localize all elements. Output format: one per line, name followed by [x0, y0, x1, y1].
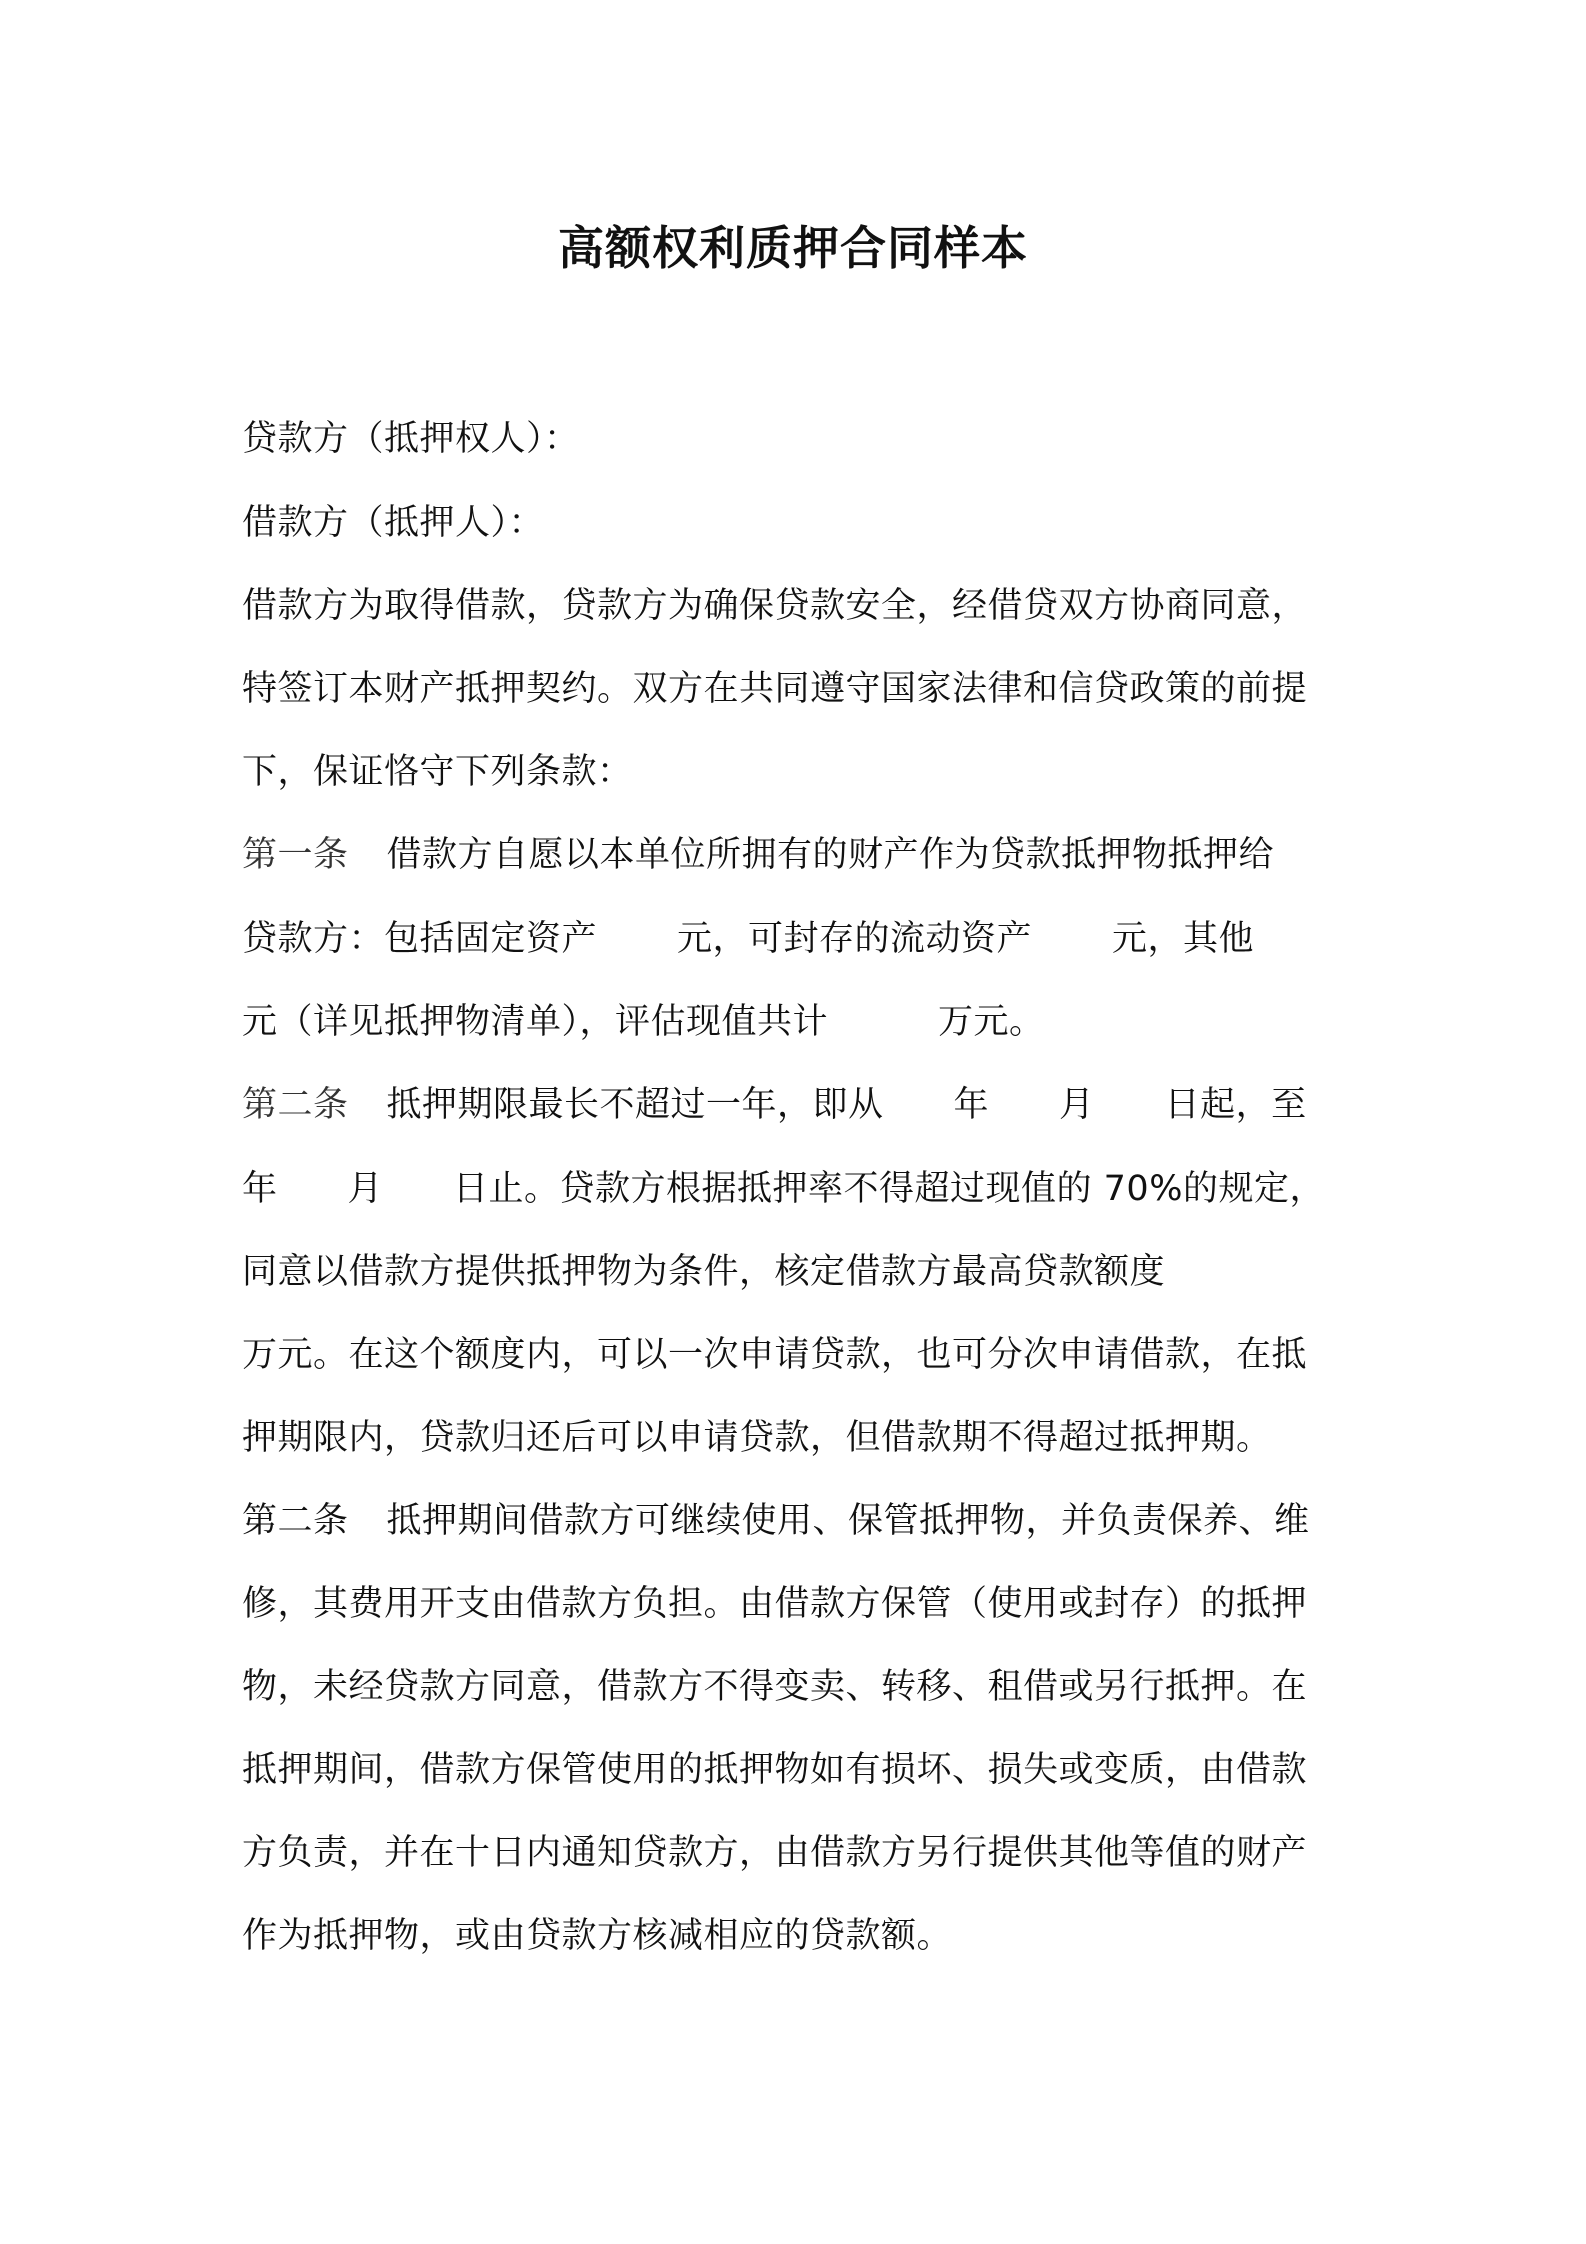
- end-month: 月: [347, 1169, 384, 1209]
- start-month: 月: [1059, 1085, 1095, 1125]
- article-1-line-2: [242, 915, 1254, 963]
- term-text: 抵押期限最长不超过一年，即从: [386, 1085, 884, 1125]
- other-assets-text: 元，其他: [1112, 919, 1255, 959]
- article-1-line-1: [242, 831, 1274, 879]
- article-1-text: 借款方自愿以本单位所拥有的财产作为贷款抵押物抵押给: [386, 835, 1275, 875]
- start-year: 年: [953, 1085, 990, 1125]
- article-3-line-3: 物，未经贷款方同意，借款方不得变卖、转移、租借或另行抵押。在: [242, 1667, 1308, 1707]
- lender-line: 贷款方（抵押权人）：: [242, 419, 580, 459]
- article-2-line-2: [242, 1165, 1325, 1213]
- valuation-text: 元（详见抵押物清单），评估现值共计: [242, 1002, 829, 1042]
- end-year: 年: [242, 1169, 278, 1209]
- article-3-label: 第二条: [242, 1501, 349, 1541]
- preamble-line-2: 特签订本财产抵押契约。双方在共同遵守国家法律和信贷政策的前提: [242, 669, 1308, 709]
- document-title: 高额权利质押合同样本: [558, 221, 1028, 275]
- article-3-line-2: 修，其费用开支由借款方负担。由借款方保管（使用或封存）的抵押: [242, 1584, 1308, 1624]
- article-1-line-3: [242, 998, 1045, 1046]
- article-2-line-5: 押期限内，贷款归还后可以申请贷款，但借款期不得超过抵押期。: [242, 1418, 1272, 1458]
- borrower-line: 借款方（抵押人）：: [242, 503, 545, 543]
- article-2-line-3: 同意以借款方提供抵押物为条件，核定借款方最高贷款额度: [242, 1252, 1166, 1292]
- article-2-line-1: [242, 1081, 1307, 1129]
- article-3-line-5: 方负责，并在十日内通知贷款方，由借款方另行提供其他等值的财产: [242, 1833, 1308, 1873]
- article-3-line-1: [242, 1497, 1310, 1545]
- preamble-line-3: 下，保证恪守下列条款：: [242, 752, 633, 792]
- end-day-text: 日止。贷款方根据抵押率不得超过现值的 70%的规定，: [453, 1169, 1325, 1209]
- article-3-line-6: 作为抵押物，或由贷款方核减相应的贷款额。: [242, 1916, 953, 1956]
- article-2-label: 第二条: [242, 1085, 349, 1125]
- preamble-line-1: 借款方为取得借款，贷款方为确保贷款安全，经借贷双方协商同意，: [242, 586, 1308, 626]
- article-3-line-4: 抵押期间，借款方保管使用的抵押物如有损坏、损失或变质，由借款: [242, 1750, 1308, 1790]
- article-1-label: 第一条: [242, 835, 349, 875]
- article-2-line-4: 万元。在这个额度内，可以一次申请贷款，也可分次申请借款，在抵: [242, 1335, 1308, 1375]
- current-assets-text: 元，可封存的流动资产: [677, 919, 1033, 959]
- fixed-assets-text: 贷款方：包括固定资产: [242, 919, 598, 959]
- start-day-text: 日起，至: [1164, 1085, 1307, 1125]
- article-3-text: 抵押期间借款方可继续使用、保管抵押物，并负责保养、维: [386, 1501, 1310, 1541]
- valuation-unit: 万元。: [938, 1002, 1045, 1042]
